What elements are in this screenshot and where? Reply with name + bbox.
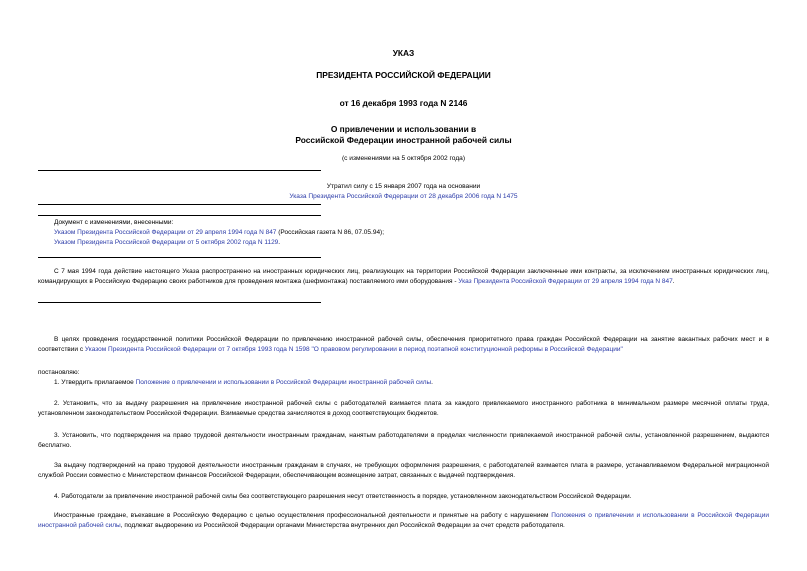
separator [38, 302, 321, 303]
doc-date: от 16 декабря 1993 года N 2146 [339, 98, 468, 108]
changes-heading: Документ с изменениями, внесенными: [54, 219, 174, 226]
paragraph-2: 2. Установить, что за выдачу разрешения на привлечение иностранной рабочей силы с работодателей взимается плата за каждого привлекаемого иностранного работника в минимальном размере месячной оплаты труда, установленном законодательством Российской Федерации. Взимаемые средства зачисляются в доход соответствующих бюджетов. [38, 400, 769, 417]
regulation-link[interactable]: Положение о привлечении и использовании в Российской Федерации иностранной рабочей силы [135, 379, 432, 386]
scope-note: С 7 мая 1994 года действие настоящего Указа распространено на иностранных юридических лиц, реализующих на территории Российской Федерации заключенные ими контракты, за исключением иностранных юридических лиц, командирующих в Российскую Федерацию своих работников для проведения монтажа (шефмонтажа) поставляемого ими оборудования - Указ Президента Российской Федерации от 29 апреля 1994 года N 847. [38, 268, 769, 285]
separator [38, 257, 321, 258]
doc-issuer: ПРЕЗИДЕНТА РОССИЙСКОЙ ФЕДЕРАЦИИ [316, 70, 491, 80]
paragraph-4: 4. Работодатели за привлечение иностранной рабочей силы без соответствующего разрешения несут ответственность в порядке, установленном законодательством Российской Федерации. [54, 493, 632, 500]
doc-subject-line2: Российской Федерации иностранной рабочей силы [295, 135, 512, 145]
regulation-link-2[interactable]: Положения о привлечении и использовании в Российской Федерации иностранной рабочей силы [38, 512, 769, 529]
changes-item-1: Указом Президента Российской Федерации от 29 апреля 1994 года N 847 (Российская газета N 86, 07.05.94); [54, 229, 385, 236]
amendment-link-1994[interactable]: Указом Президента Российской Федерации от 29 апреля 1994 года N 847 [54, 229, 277, 236]
paragraph-3: 3. Установить, что подтверждения на право трудовой деятельности иностранным гражданам, нанятым работодателями в пределах численности привлекаемой иностранной рабочей силы, установленной разрешением, выдаются бесплатно. [38, 432, 769, 449]
resolves-text: постановляю: [38, 369, 80, 376]
doc-subject-line1: О привлечении и использовании в [330, 124, 477, 134]
preamble-decree-link[interactable]: Указом Президента Российской Федерации от 7 октября 1993 года N 1598 "О правовом регулировании в период поэтапной конституционной реформы в Российской Федерации" [84, 346, 623, 353]
separator [38, 204, 321, 205]
separator [38, 170, 321, 171]
paragraph-5: Иностранные граждане, въехавшие в Российскую Федерацию с целью осуществления профессиональной деятельности и принятые на работу с нарушением Положения о привлечении и использовании в Российской Федерации иностранной рабочей силы, подлежат выдворению из Российской Федерации органами Министерства внутренних дел Российской Федерации за счет средств работодателя. [38, 512, 769, 529]
amendment-link-2002[interactable]: Указом Президента Российской Федерации от 5 октября 2002 года N 1129 [54, 239, 279, 246]
paragraph-1: 1. Утвердить прилагаемое Положение о привлечении и использовании в Российской Федерации иностранной рабочей силы. [54, 379, 433, 386]
scope-decree-link[interactable]: Указ Президента Российской Федерации от 29 апреля 1994 года N 847 [458, 278, 673, 285]
repeal-decree-link[interactable]: Указа Президента Российской Федерации от 28 декабря 2006 года N 1475 [289, 193, 518, 200]
preamble: В целях проведения государственной политики Российской Федерации по привлечению иностранной рабочей силы, обеспечения приоритетного права граждан Российской Федерации на занятие вакантных рабочих мест и в соответствии с Указом Президента Российской Федерации от 7 октября 1993 года N 1598 "О правовом регулировании в период поэтапной конституционной реформы в Российской Федерации" [38, 336, 769, 353]
status-text: Утратил силу с 15 января 2007 года на основании [326, 183, 481, 190]
paragraph-3b: За выдачу подтверждений на право трудовой деятельности иностранным гражданам в случаях, не требующих оформления разрешения, с работодателей взимается плата в размере, устанавливаемом Федеральной миграционной службой России совместно с Министерством финансов Российской Федерации, обеспечивающем возмещение затрат, связанных с выдачей подтверждения. [38, 462, 769, 479]
doc-title: УКАЗ [392, 48, 415, 58]
changes-item-2: Указом Президента Российской Федерации от 5 октября 2002 года N 1129. [54, 239, 281, 246]
separator [38, 215, 321, 216]
amendments-note: (с изменениями на 5 октября 2002 года) [341, 155, 466, 162]
